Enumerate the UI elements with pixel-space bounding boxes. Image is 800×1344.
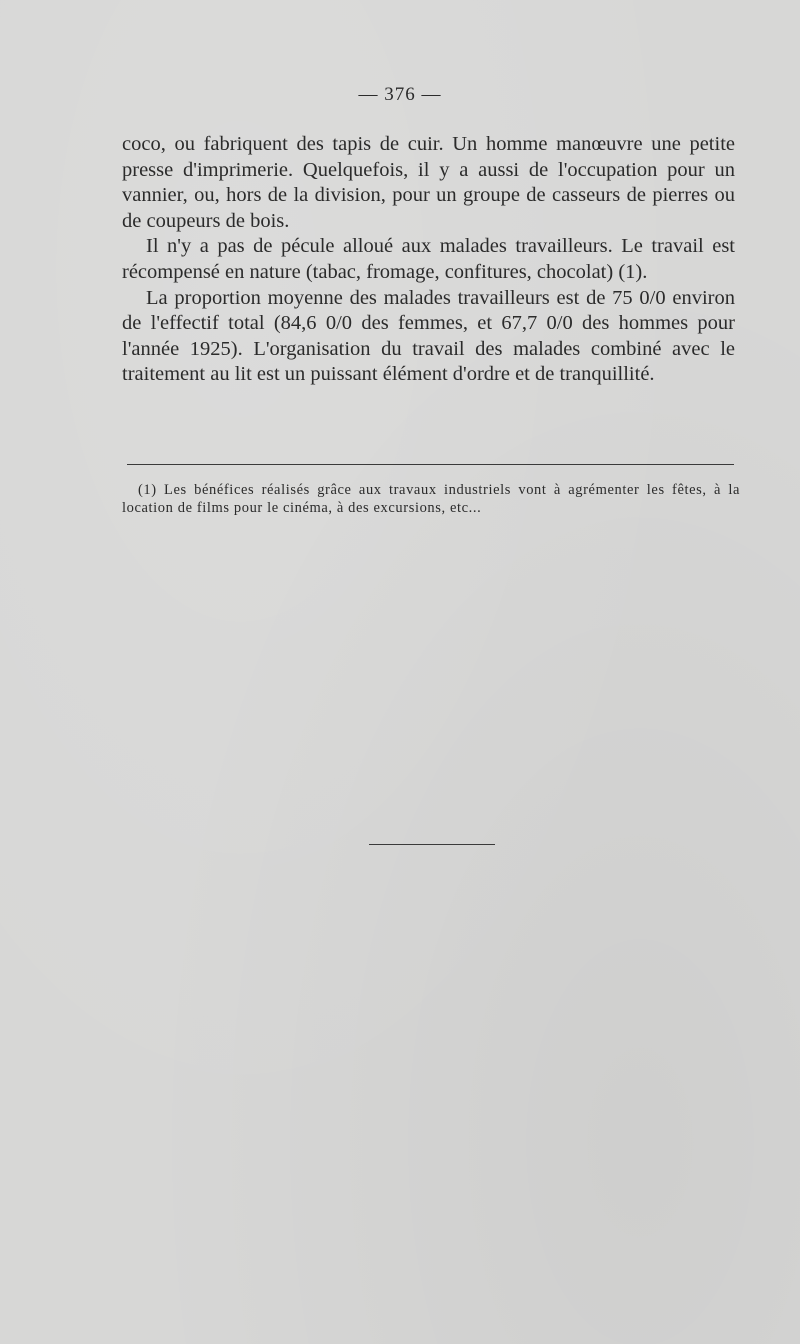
paragraph-2: Il n'y a pas de pécule alloué aux malades travailleurs. Le travail est récompensé en nature (tabac, fromage, confitures, chocolat) (1).: [122, 235, 735, 283]
body-text: [122, 132, 735, 388]
page-number: — 376 —: [358, 84, 442, 105]
footnote: (1) Les bénéfices réalisés grâce aux travaux industriels vont à agrémenter les fêtes, à la location de films pour le cinéma, à des excursions, etc...: [122, 482, 740, 516]
paragraph-1: coco, ou fabriquent des tapis de cuir. Un homme manœuvre une petite presse d'imprimerie. Quelquefois, il y a aussi de l'occupation pour un vannier, ou, hors de la division, pour un groupe de casseurs de pierres ou de coupeurs de bois.: [122, 133, 735, 232]
end-ornament-rule: [369, 844, 495, 845]
footnote-separator: [127, 464, 734, 465]
paragraph-3: La proportion moyenne des malades travailleurs est de 75 0/0 environ de l'effectif total (84,6 0/0 des femmes, et 67,7 0/0 des hommes pour l'année 1925). L'organisation du travail des malades combiné avec le traitement au lit est un puissant élément d'ordre et de tranquillité.: [122, 286, 735, 386]
